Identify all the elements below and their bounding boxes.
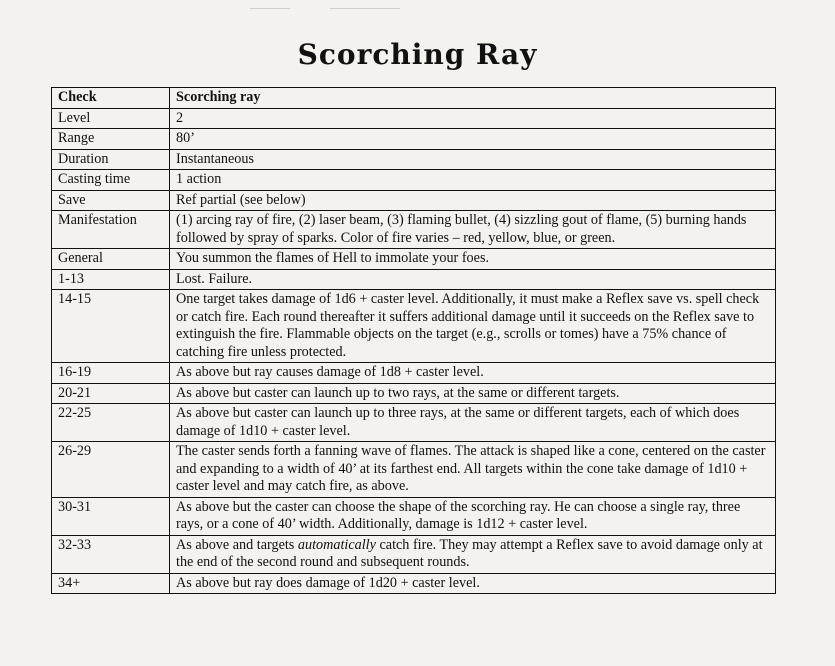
table-row bbox=[52, 170, 776, 191]
table-row bbox=[52, 149, 776, 170]
table-row bbox=[52, 249, 776, 270]
header-check: Check bbox=[52, 88, 170, 109]
row-value: 80’ bbox=[170, 129, 776, 150]
row-key: 34+ bbox=[52, 573, 170, 594]
row-key: 1-13 bbox=[52, 269, 170, 290]
table-row bbox=[52, 108, 776, 129]
table-row bbox=[52, 190, 776, 211]
row-key: 26-29 bbox=[52, 442, 170, 498]
row-value: 2 bbox=[170, 108, 776, 129]
row-value: As above but caster can launch up to two rays, at the same or different targets. bbox=[170, 383, 776, 404]
row-key: General bbox=[52, 249, 170, 270]
row-value: As above but caster can launch up to three rays, at the same or different targets, each of which does damage of 1d10 + caster level. bbox=[170, 404, 776, 442]
row-value: (1) arcing ray of fire, (2) laser beam, (3) flaming bullet, (4) sizzling gout of flame, (5) burning hands followed by spray of sparks. Color of fire varies – red, yellow, blue, or green. bbox=[170, 211, 776, 249]
table-row bbox=[52, 497, 776, 535]
emphasis-text: automatically bbox=[297, 536, 376, 553]
row-value-text: catch fire. They may attempt a Reflex save to avoid damage only at the end of the second round and subsequent rounds. bbox=[176, 536, 763, 570]
table-row bbox=[52, 211, 776, 249]
table-row bbox=[52, 442, 776, 498]
row-value: 1 action bbox=[170, 170, 776, 191]
row-key: 16-19 bbox=[52, 363, 170, 384]
row-key: 22-25 bbox=[52, 404, 170, 442]
table-row bbox=[52, 404, 776, 442]
scan-smudge bbox=[250, 8, 290, 9]
table-row bbox=[52, 383, 776, 404]
row-value: As above but the caster can choose the shape of the scorching ray. He can choose a single ray, three rays, or a cone of 40’ width. Additionally, damage is 1d12 + caster level. bbox=[170, 497, 776, 535]
row-key: Casting time bbox=[52, 170, 170, 191]
row-value: As above but ray causes damage of 1d8 + caster level. bbox=[170, 363, 776, 384]
row-key: 30-31 bbox=[52, 497, 170, 535]
table-row bbox=[52, 363, 776, 384]
header-spell-name: Scorching ray bbox=[170, 88, 776, 109]
table-row bbox=[52, 535, 776, 573]
row-key: Level bbox=[52, 108, 170, 129]
row-key: 14-15 bbox=[52, 290, 170, 363]
table-row bbox=[52, 269, 776, 290]
row-value: Lost. Failure. bbox=[170, 269, 776, 290]
table-row bbox=[52, 129, 776, 150]
row-key: 32-33 bbox=[52, 535, 170, 573]
row-value: The caster sends forth a fanning wave of flames. The attack is shaped like a cone, centered on the caster and expanding to a width of 40’ at its farthest end. All targets within the cone take damage of 1d10 + caster level and may catch fire, as above. bbox=[170, 442, 776, 498]
row-value bbox=[170, 535, 776, 573]
table-row bbox=[52, 573, 776, 594]
row-value-text: As above and targets bbox=[176, 536, 298, 553]
scan-smudge bbox=[330, 8, 400, 9]
row-value: One target takes damage of 1d6 + caster level. Additionally, it must make a Reflex save vs. spell check or catch fire. Each round thereafter it suffers additional damage until it succeeds on the Reflex save to extinguish the fire. Flammable objects on the target (e.g., scrolls or tomes) have a 75% chance of catching fire unless protected. bbox=[170, 290, 776, 363]
row-key: Manifestation bbox=[52, 211, 170, 249]
row-value: As above but ray does damage of 1d20 + caster level. bbox=[170, 573, 776, 594]
row-value: Instantaneous bbox=[170, 149, 776, 170]
row-key: Duration bbox=[52, 149, 170, 170]
row-key: Range bbox=[52, 129, 170, 150]
row-value: Ref partial (see below) bbox=[170, 190, 776, 211]
spell-table bbox=[51, 87, 776, 594]
page-title: Scorching Ray bbox=[297, 38, 538, 71]
table-header-row bbox=[52, 88, 776, 109]
table-row bbox=[52, 290, 776, 363]
row-value: You summon the flames of Hell to immolate your foes. bbox=[170, 249, 776, 270]
row-key: Save bbox=[52, 190, 170, 211]
row-key: 20-21 bbox=[52, 383, 170, 404]
